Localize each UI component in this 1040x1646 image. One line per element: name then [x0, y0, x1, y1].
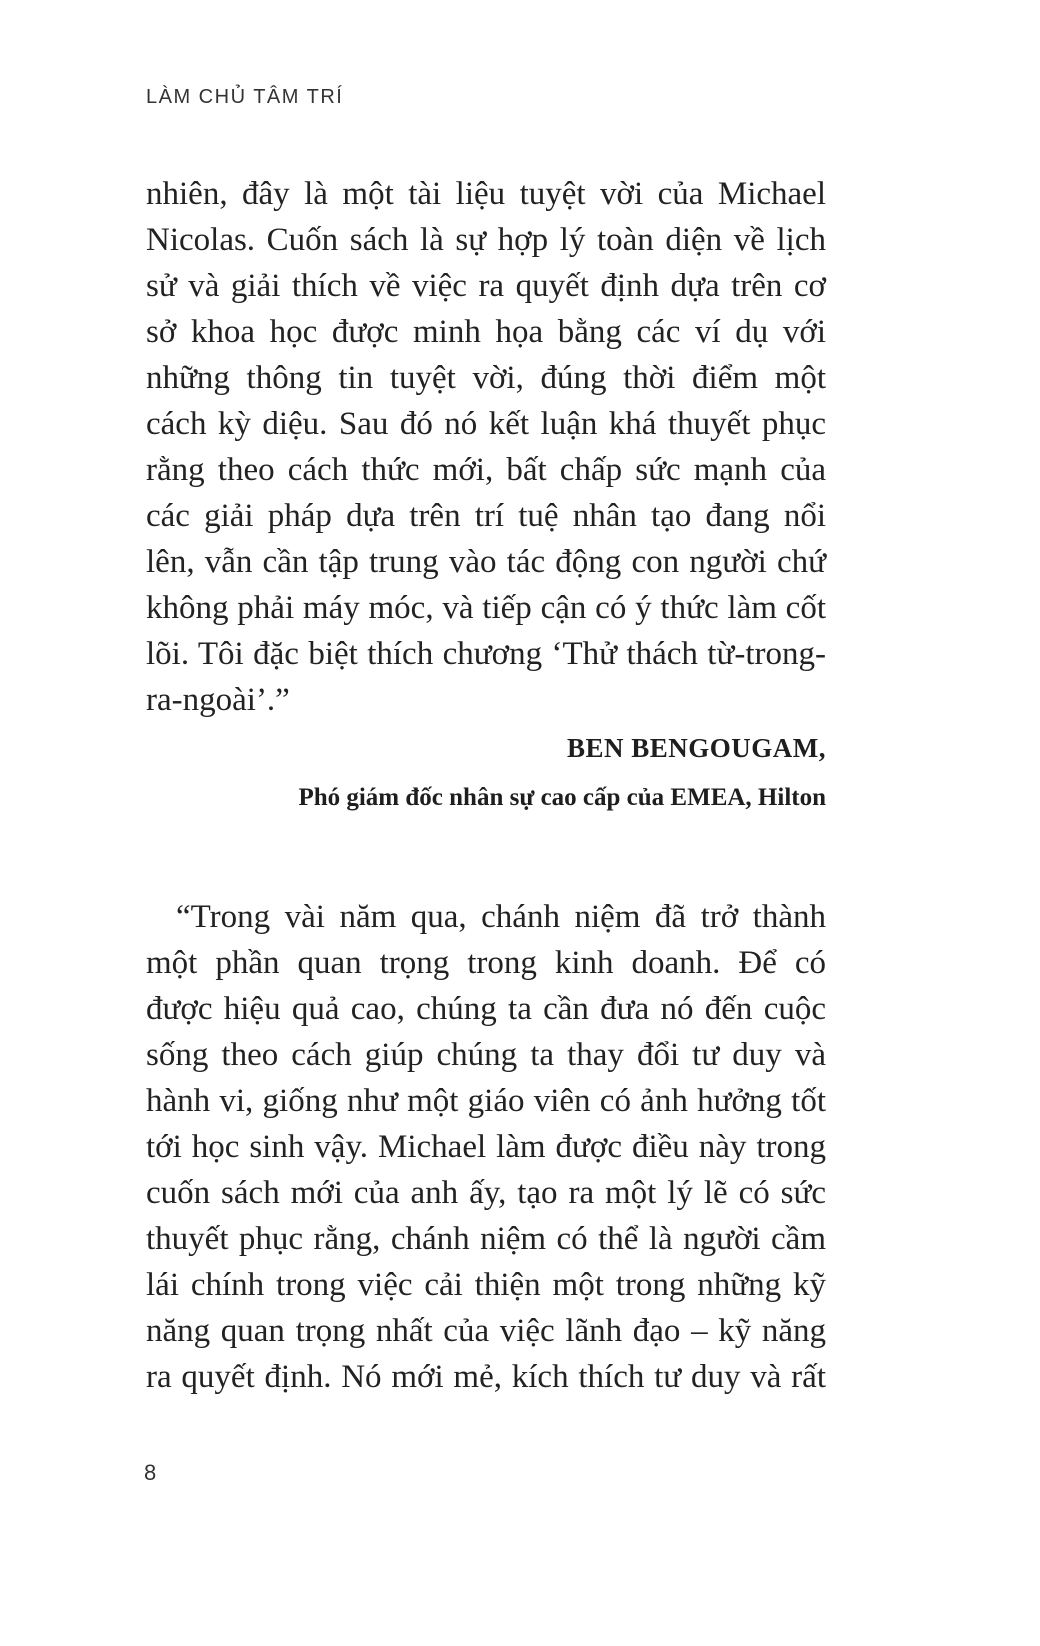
running-head: LÀM CHỦ TÂM TRÍ: [146, 86, 344, 108]
text-line: nhiên, đây là một tài liệu tuyệt vời của Michael: [146, 176, 826, 212]
text-line: một phần quan trọng trong kinh doanh. Để có: [146, 945, 826, 981]
text-line: lõi. Tôi đặc biệt thích chương ‘Thử thách từ-trong-: [146, 636, 826, 672]
attribution-name: BEN BENGOUGAM,: [566, 733, 826, 763]
attribution-title: Phó giám đốc nhân sự cao cấp của EMEA, Hilton: [298, 784, 826, 811]
text-line: cuốn sách mới của anh ấy, tạo ra một lý lẽ có sức: [146, 1175, 826, 1211]
text-line: lái chính trong việc cải thiện một trong những kỹ: [146, 1267, 826, 1303]
text-line: sở khoa học được minh họa bằng các ví dụ với: [146, 314, 826, 350]
body-paragraph-2: [146, 894, 826, 1400]
text-line: “Trong vài năm qua, chánh niệm đã trở thành: [176, 899, 826, 935]
text-line: hành vi, giống như một giáo viên có ảnh hưởng tốt: [146, 1083, 826, 1119]
text-line: những thông tin tuyệt vời, đúng thời điểm một: [146, 360, 826, 396]
body-paragraph-1: [146, 171, 826, 723]
quote-attribution: [146, 728, 826, 818]
text-line: không phải máy móc, và tiếp cận có ý thức làm cốt: [146, 590, 826, 626]
page-number: 8: [144, 1460, 157, 1485]
text-line: cách kỳ diệu. Sau đó nó kết luận khá thuyết phục: [146, 406, 826, 442]
text-line: lên, vẫn cần tập trung vào tác động con người chứ: [146, 544, 826, 580]
text-line: các giải pháp dựa trên trí tuệ nhân tạo đang nổi: [146, 498, 826, 534]
text-line: thuyết phục rằng, chánh niệm có thể là người cầm: [146, 1221, 826, 1257]
text-line: sử và giải thích về việc ra quyết định dựa trên cơ: [146, 268, 826, 304]
text-line: Nicolas. Cuốn sách là sự hợp lý toàn diện về lịch: [146, 222, 826, 258]
text-line: được hiệu quả cao, chúng ta cần đưa nó đến cuộc: [146, 991, 826, 1027]
text-line: sống theo cách giúp chúng ta thay đổi tư duy và: [146, 1037, 826, 1073]
text-line: ra quyết định. Nó mới mẻ, kích thích tư duy và rất: [146, 1359, 826, 1395]
text-line: rằng theo cách thức mới, bất chấp sức mạnh của: [146, 452, 826, 488]
text-line: ra-ngoài’.”: [146, 682, 290, 718]
text-line: năng quan trọng nhất của việc lãnh đạo – kỹ năng: [146, 1313, 826, 1349]
text-line: tới học sinh vậy. Michael làm được điều này trong: [146, 1129, 826, 1165]
